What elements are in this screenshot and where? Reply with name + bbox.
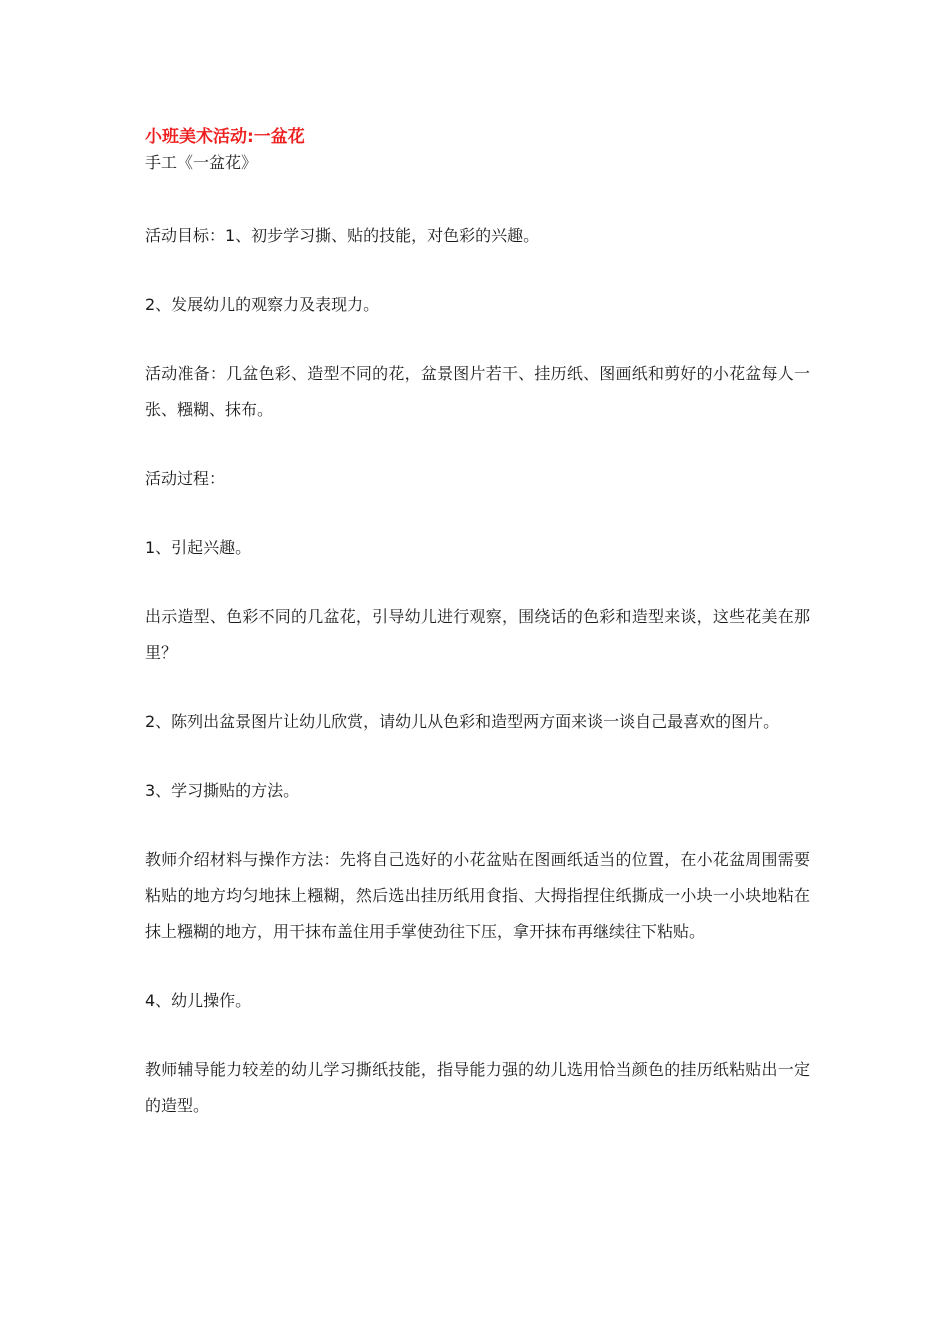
paragraph-step-1-detail: 出示造型、色彩不同的几盆花，引导幼儿进行观察，围绕话的色彩和造型来谈，这些花美在那里？	[145, 607, 810, 662]
paragraph-step-3: 3、学习撕贴的方法。	[145, 781, 300, 800]
document-page	[145, 124, 810, 1124]
paragraph-preparation: 活动准备：几盆色彩、造型不同的花，盆景图片若干、挂历纸、图画纸和剪好的小花盆每人一张、糨糊、抹布。	[145, 364, 810, 419]
paragraph-step-4-detail: 教师辅导能力较差的幼儿学习撕纸技能，指导能力强的幼儿选用恰当颜色的挂历纸粘贴出一定的造型。	[145, 1060, 810, 1115]
paragraph-step-2: 2、陈列出盆景图片让幼儿欣赏，请幼儿从色彩和造型两方面来谈一谈自己最喜欢的图片。	[145, 712, 780, 731]
paragraph-step-1: 1、引起兴趣。	[145, 538, 252, 557]
paragraph-step-3-detail: 教师介绍材料与操作方法：先将自己选好的小花盆贴在图画纸适当的位置，在小花盆周围需要粘贴的地方均匀地抹上糨糊，然后选出挂历纸用食指、大拇指捏住纸撕成一小块一小块地粘在抹上糨糊的地方，用干抹布盖住用手掌使劲往下压，拿开抹布再继续往下粘贴。	[145, 850, 810, 941]
paragraph-goal-1: 活动目标：1、初步学习撕、贴的技能，对色彩的兴趣。	[145, 226, 540, 245]
paragraph-goal-2: 2、发展幼儿的观察力及表现力。	[145, 295, 380, 314]
paragraph-process-heading: 活动过程：	[145, 469, 226, 488]
document-subtitle: 手工《一盆花》	[145, 153, 258, 172]
document-title: 小班美术活动:一盆花	[145, 127, 305, 147]
paragraph-step-4: 4、幼儿操作。	[145, 991, 252, 1010]
